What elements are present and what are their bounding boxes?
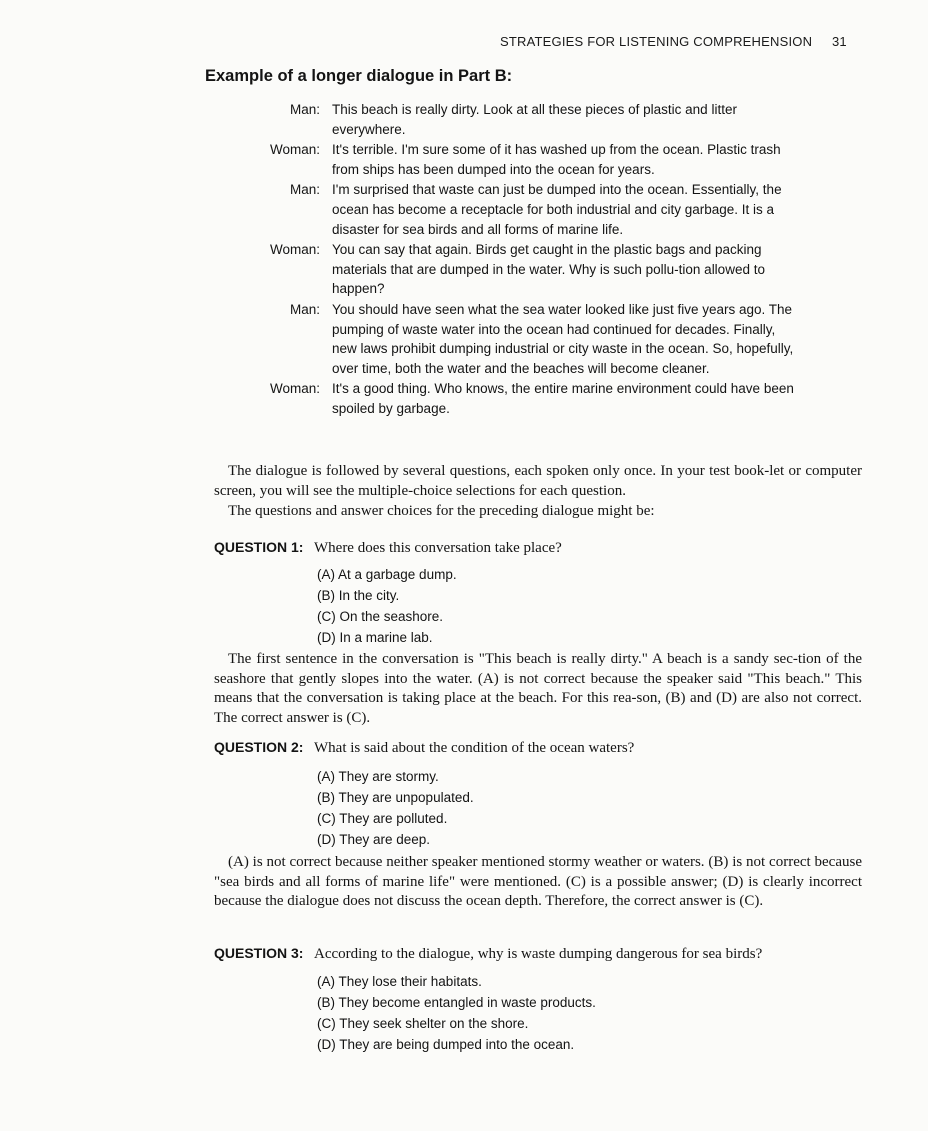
utterance: It's terrible. I'm sure some of it has washed up from the ocean. Plastic trash from ships has been dumped into the ocean for years. xyxy=(332,142,781,177)
dialogue-turn xyxy=(200,100,820,139)
answer-choice: (B) They become entangled in waste products. xyxy=(317,995,596,1010)
question-label: QUESTION 2: xyxy=(214,739,304,755)
dialogue xyxy=(200,100,820,420)
dialogue-turn xyxy=(200,140,820,179)
speaker-label: Woman: xyxy=(269,381,320,397)
answer-choice: (D) They are deep. xyxy=(317,832,431,847)
speaker-label: Man: xyxy=(289,301,320,317)
question-2-choices xyxy=(317,766,817,850)
dialogue-turn xyxy=(200,180,820,239)
page-number: 31 xyxy=(832,34,847,49)
running-head xyxy=(500,34,847,49)
dialogue-turn xyxy=(200,379,820,418)
explanation-2: (A) is not correct because neither speaker mentioned stormy weather or waters. (B) is not correct because "sea birds and all forms of marine life" were mentioned. (C) is a possible answer; (D) is clearly incorrect because the dialogue does not discuss the ocean depth. Therefore, the correct answer is (C). xyxy=(214,854,862,909)
speaker-label: Woman: xyxy=(269,242,320,258)
speaker-label: Man: xyxy=(289,182,320,198)
example-title: Example of a longer dialogue in Part B: xyxy=(205,67,513,85)
answer-choice: (C) They seek shelter on the shore. xyxy=(317,1016,529,1031)
answer-choice: (A) They lose their habitats. xyxy=(317,974,482,989)
intro-paragraph: The dialogue is followed by several questions, each spoken only once. In your test book-let or computer screen, you will see the multiple-choice selections for each question. xyxy=(214,463,862,499)
answer-choice: (C) On the seashore. xyxy=(317,609,444,624)
answer-choice: (A) At a garbage dump. xyxy=(317,567,457,582)
utterance: You can say that again. Birds get caught in the plastic bags and packing materials that are dumped in the water. Why is such pollu-tion allowed to happen? xyxy=(332,242,765,297)
speaker-label: Woman: xyxy=(269,142,320,158)
running-head-title: STRATEGIES FOR LISTENING COMPREHENSION xyxy=(500,34,813,49)
question-text: Where does this conversation take place? xyxy=(314,540,562,556)
answer-choice: (D) They are being dumped into the ocean. xyxy=(317,1037,575,1052)
utterance: You should have seen what the sea water looked like just five years ago. The pumping of waste water into the ocean had continued for decades. Finally, new laws prohibit dumping industrial or city waste in the ocean. So, hopefully, over time, both the water and the beaches will become cleaner. xyxy=(332,301,794,376)
utterance: I'm surprised that waste can just be dumped into the ocean. Essentially, the ocean has become a receptacle for both industrial and city garbage. It is a disaster for sea birds and all forms of marine life. xyxy=(332,182,782,237)
explanation-1: The first sentence in the conversation is "This beach is really dirty." A beach is a sandy sec-tion of the seashore that gently slopes into the water. (A) is not correct because the speaker said "This beach." This means that the conversation is taking place at the beach. For this rea-son, (B) and (D) are also not correct. The correct answer is (C). xyxy=(214,651,862,726)
answer-choice: (A) They are stormy. xyxy=(317,769,439,784)
question-3-choices xyxy=(317,971,817,1055)
intro-paragraph-2: The questions and answer choices for the preceding dialogue might be: xyxy=(228,503,655,519)
answer-choice: (D) In a marine lab. xyxy=(317,630,433,645)
question-1-heading xyxy=(214,537,854,558)
question-label: QUESTION 1: xyxy=(214,539,304,555)
question-2-heading xyxy=(214,737,854,758)
answer-choice: (B) They are unpopulated. xyxy=(317,790,474,805)
question-text: What is said about the condition of the ocean waters? xyxy=(314,740,635,756)
utterance: This beach is really dirty. Look at all these pieces of plastic and litter everywhere. xyxy=(332,102,737,137)
utterance: It's a good thing. Who knows, the entire marine environment could have been spoiled by garbage. xyxy=(332,381,794,416)
speaker-label: Man: xyxy=(289,102,320,117)
question-3-heading xyxy=(214,943,854,964)
answer-choice: (C) They are polluted. xyxy=(317,811,448,826)
dialogue-turn xyxy=(200,240,820,299)
question-text: According to the dialogue, why is waste dumping dangerous for sea birds? xyxy=(314,946,763,962)
dialogue-turn xyxy=(200,300,820,378)
question-1-choices xyxy=(317,564,817,648)
answer-choice: (B) In the city. xyxy=(317,588,400,603)
question-label: QUESTION 3: xyxy=(214,945,304,961)
